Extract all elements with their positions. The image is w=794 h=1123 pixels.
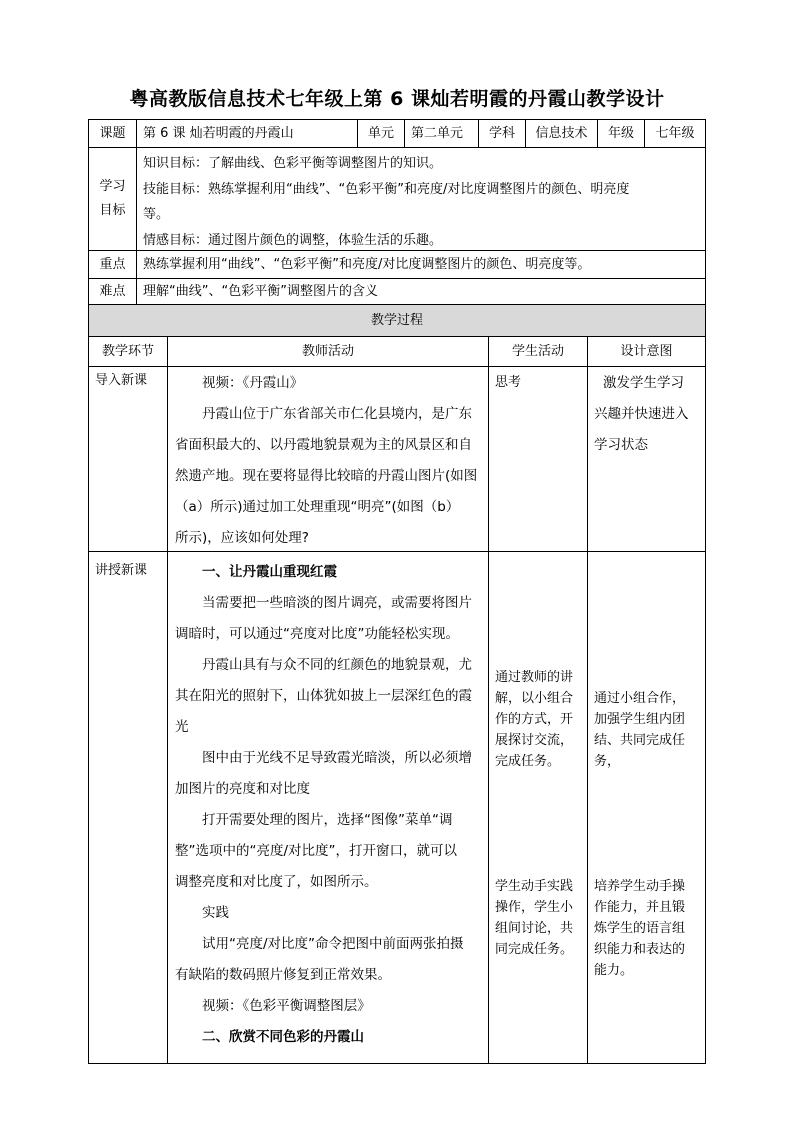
- section-heading-1: 一、让丹霞山重现红霞: [202, 564, 337, 580]
- key-points-value: 熟练掌握利用“曲线”、“色彩平衡”和亮度/对比度调整图片的颜色、明亮度等。: [143, 256, 591, 272]
- objective-emotion: 情感目标：通过图片颜色的调整，体验生活的乐趣。: [143, 232, 443, 248]
- intent-line: 通过小组合作，: [594, 691, 686, 706]
- intro-teacher-line: （a）所示)通过加工处理重现“明亮”(如图（b）: [175, 499, 460, 515]
- subject-label: 学科: [488, 125, 515, 141]
- new-lesson-line: 其在阳光的照射下，山体犹如披上一层深红色的霞: [175, 688, 472, 704]
- student-line: 学生动手实践: [495, 879, 574, 894]
- student-line: 组间讨论，共: [495, 921, 574, 936]
- column-student: 学生活动: [511, 343, 564, 359]
- column-teacher: 教师活动: [301, 343, 354, 359]
- new-lesson-intent-1: [594, 688, 704, 772]
- intent-line: 务，: [594, 754, 621, 769]
- difficulty-value: 理解“曲线”、“色彩平衡”调整图片的含义: [143, 283, 378, 299]
- lesson-value: 第 6 课 灿若明霞的丹霞山: [143, 125, 294, 141]
- objective-skill-line-2: 等。: [143, 207, 170, 222]
- objectives-label-line-2: 目标: [99, 203, 126, 218]
- intro-intent-line: 激发学生学习: [603, 375, 684, 391]
- subject-value: 信息技术: [535, 125, 588, 141]
- student-line: 展探讨交流，: [495, 733, 574, 748]
- student-line: 完成任务。: [495, 754, 561, 769]
- column-stage: 教学环节: [101, 343, 154, 359]
- student-line: 作的方式，开: [495, 712, 574, 727]
- intro-intent: [594, 368, 704, 461]
- new-lesson-line: 图中由于光线不足导致霞光暗淡，所以必须增: [202, 750, 472, 766]
- intro-teacher-line: 所示)，应该如何处理?: [175, 530, 309, 546]
- grade-value: 七年级: [655, 125, 695, 141]
- new-lesson-line: 试用“亮度/对比度”命令把图中前面两张拍摄: [202, 936, 464, 952]
- new-lesson-student-2: [495, 876, 585, 960]
- intent-line: 加强学生组内团: [594, 712, 686, 727]
- intent-line: 培养学生动手操: [594, 879, 686, 894]
- new-lesson-line: 有缺陷的数码照片修复到正常效果。: [175, 967, 391, 983]
- unit-label: 单元: [367, 125, 394, 141]
- intro-teacher-line: 然遗产地。现在要将显得比较暗的丹霞山图片(如图: [175, 468, 478, 484]
- new-lesson-line: 光: [175, 719, 189, 735]
- section-heading-2: 二、欣赏不同色彩的丹霞山: [202, 1029, 364, 1045]
- intro-teacher-line: 省面积最大的、以丹霞地貌景观为主的风景区和自: [175, 437, 472, 453]
- intro-teacher-line: 丹霞山位于广东省部关市仁化县境内，是广东: [202, 406, 472, 422]
- page-title: 粤高教版信息技术七年级上第 6 课灿若明霞的丹霞山教学设计: [129, 88, 665, 110]
- intro-teacher: [175, 368, 485, 554]
- intent-line: 能力。: [594, 963, 634, 978]
- intent-line: 作能力，并且锻: [594, 900, 686, 915]
- new-lesson-line: 加图片的亮度和对比度: [175, 781, 310, 797]
- intro-intent-line: 学习状态: [594, 437, 648, 453]
- process-header: 教学过程: [370, 312, 423, 328]
- student-line: 操作，学生小: [495, 900, 574, 915]
- new-lesson-intent-2: [594, 876, 704, 981]
- intro-student: 思考: [495, 375, 522, 390]
- new-lesson-line: 实践: [202, 905, 229, 921]
- objectives-label-line-1: 学习: [99, 179, 126, 194]
- student-line: 通过教师的讲: [495, 670, 574, 685]
- intro-intent-line: 兴趣并快速进入: [594, 406, 689, 422]
- unit-value: 第二单元: [411, 125, 464, 141]
- intent-line: 炼学生的语言组: [594, 921, 686, 936]
- objective-skill-line-1: 技能目标：熟练掌握利用“曲线”、“色彩平衡”和亮度/对比度调整图片的颜色、明亮度: [143, 181, 630, 197]
- new-lesson-line: 当需要把一些暗淡的图片调亮，或需要将图片: [202, 595, 472, 611]
- student-line: 解，以小组合: [495, 691, 574, 706]
- new-lesson-line: 打开需要处理的图片，选择“图像”菜单“调: [202, 812, 453, 828]
- difficulty-label: 难点: [99, 283, 126, 299]
- student-line: 同完成任务。: [495, 942, 574, 957]
- objective-knowledge: 知识目标：了解曲线、色彩平衡等调整图片的知识。: [143, 156, 443, 171]
- new-lesson-student-1: [495, 667, 585, 772]
- new-lesson-line: 视频：《色彩平衡调整图层》: [202, 998, 371, 1014]
- new-lesson-line: 调整亮度和对比度了，如图所示。: [175, 874, 378, 890]
- column-intent: 设计意图: [620, 343, 673, 359]
- objectives-content: [143, 151, 703, 249]
- intent-line: 结、共同完成任: [594, 733, 686, 748]
- new-lesson-line: 整”选项中的“亮度/对比度”，打开窗口，就可以: [175, 843, 458, 859]
- intent-line: 织能力和表达的: [594, 942, 686, 957]
- grade-label: 年级: [607, 125, 634, 141]
- intro-stage: 导入新课: [95, 373, 148, 388]
- new-lesson-stage: 讲授新课: [95, 563, 148, 578]
- objectives-label: [89, 148, 136, 250]
- lesson-label: 课题: [99, 125, 126, 141]
- new-lesson-line: 调暗时，可以通过“亮度对比度”功能轻松实现。: [175, 626, 459, 642]
- new-lesson-line: 丹霞山具有与众不同的红颜色的地貌景观，尤: [202, 657, 472, 673]
- new-lesson-teacher: [175, 557, 485, 1053]
- key-points-label: 重点: [99, 256, 126, 272]
- intro-teacher-line: 视频：《丹霞山》: [202, 375, 304, 391]
